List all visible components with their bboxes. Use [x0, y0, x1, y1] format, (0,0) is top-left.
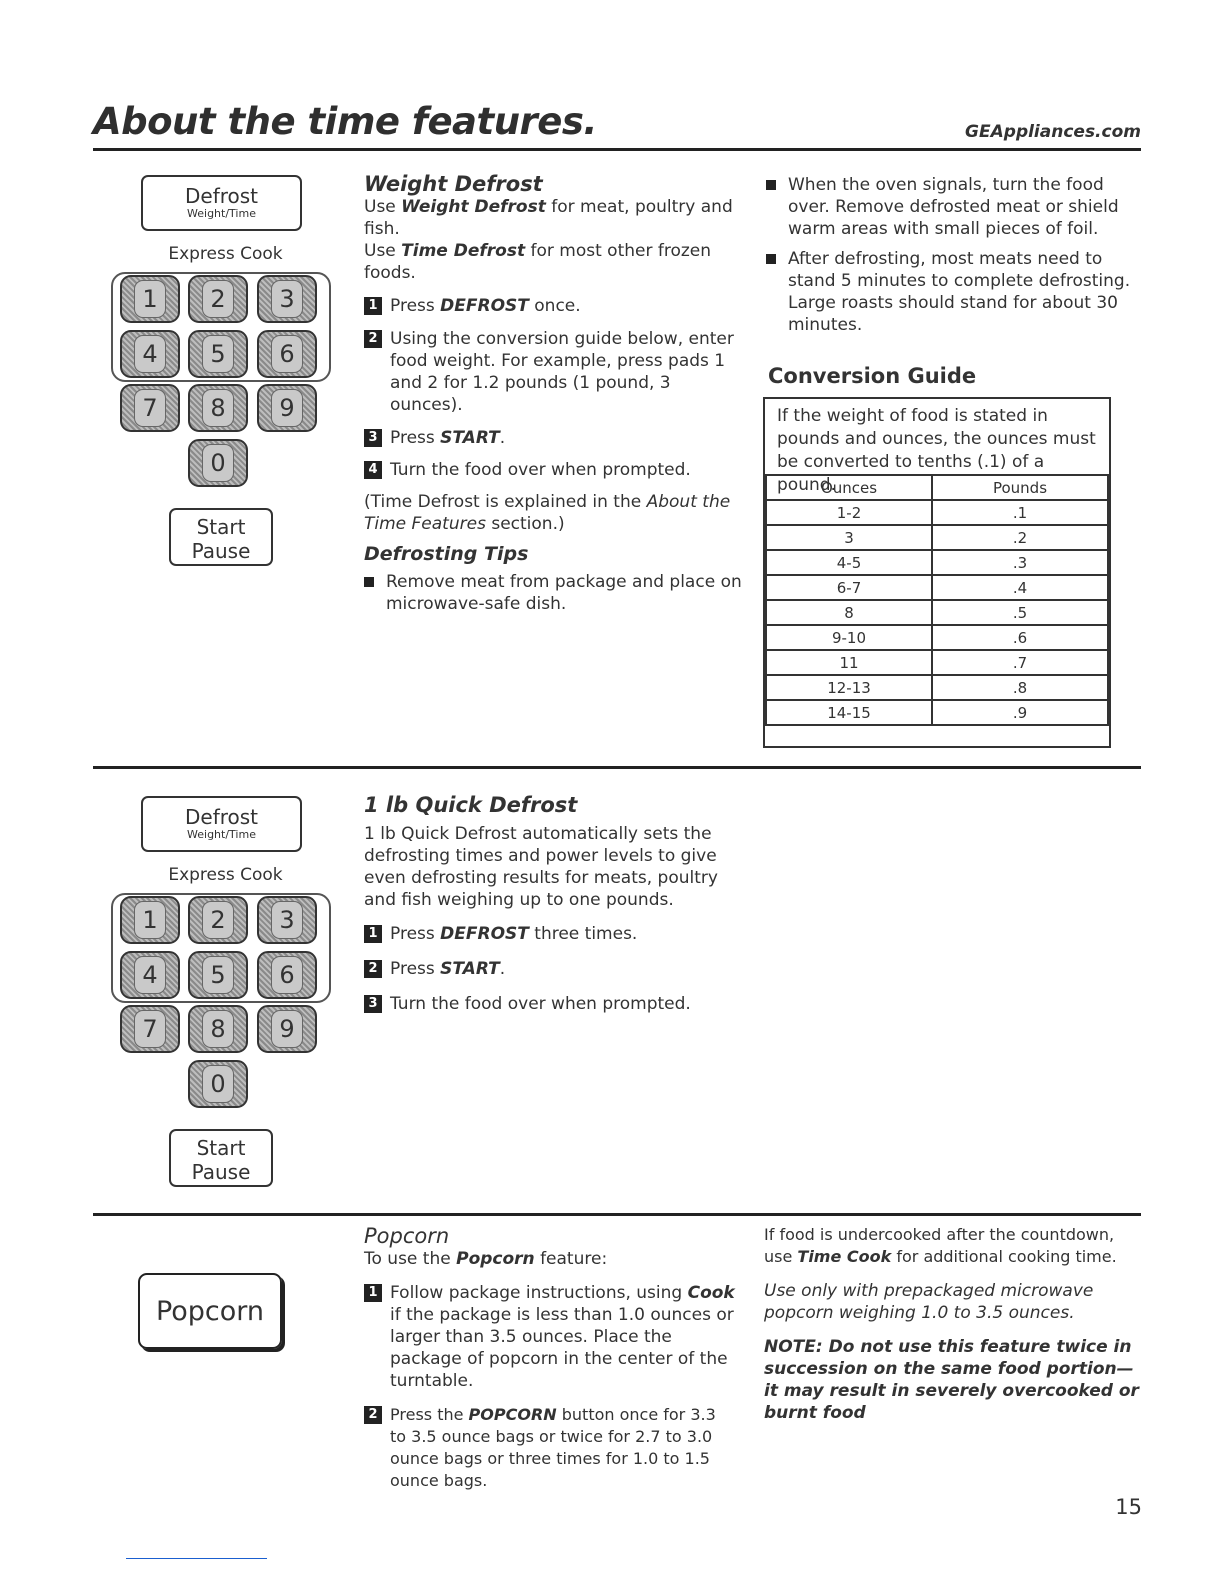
keypad-2[interactable] — [188, 275, 248, 323]
key-label: 0 — [202, 1065, 234, 1103]
prepackaged-note: Use only with prepackaged microwave popcorn weighing 1.0 to 3.5 ounces. — [764, 1281, 1094, 1323]
conversion-guide-box — [763, 397, 1111, 748]
step-number: 2 — [364, 330, 382, 348]
defrost-sublabel: Weight/Time — [187, 828, 256, 841]
website-label: GEAppliances.com — [965, 122, 1141, 142]
express-cook-label: Express Cook — [168, 244, 283, 264]
start-label: Start — [196, 1136, 246, 1160]
key-label: 0 — [202, 444, 234, 482]
pause-label: Pause — [191, 539, 251, 563]
defrosting-tip-2: When the oven signals, turn the food over. Remove defrosted meat or shield warm areas with small pieces of foil. — [766, 174, 1144, 240]
popcorn-label: Popcorn — [155, 1295, 265, 1327]
keypad-4[interactable] — [120, 330, 180, 378]
step-number: 3 — [364, 995, 382, 1013]
table-row: 12-13 .8 — [766, 675, 1108, 700]
quick-defrost-step-1: 1 Press DEFROST three times. — [364, 923, 724, 945]
defrost-button[interactable] — [141, 796, 302, 852]
conversion-guide-title: Conversion Guide — [768, 364, 977, 388]
section-divider — [93, 1213, 1141, 1216]
quick-defrost-intro: 1 lb Quick Defrost automatically sets the defrosting times and power levels to give even defrosting results for meats, poultry and fish weighing up to one pounds. — [364, 824, 718, 910]
key-label: 5 — [202, 335, 234, 373]
defrost-tips-column — [766, 174, 1144, 336]
column-header-ounces: Ounces — [766, 475, 932, 500]
key-label: 4 — [134, 956, 166, 994]
weight-defrost-intro-2: Use Time Defrost for most other frozen foods. — [364, 241, 712, 283]
defrost-label: Defrost — [184, 805, 259, 829]
table-row: 4-5 .3 — [766, 550, 1108, 575]
keypad-4[interactable] — [120, 951, 180, 999]
key-label: 3 — [271, 901, 303, 939]
warning-note: NOTE: Do not use this feature twice in succession on the same food portion—it may result in severely overcooked or burnt food — [764, 1337, 1139, 1423]
keypad-8[interactable] — [188, 1005, 248, 1053]
weight-defrost-step-2: 2 Using the conversion guide below, enter food weight. For example, press pads 1 and 2 for 1.2 pounds (1 pound, 3 ounces). — [364, 328, 744, 416]
keypad-5[interactable] — [188, 330, 248, 378]
keypad-0[interactable] — [188, 1060, 248, 1108]
key-label: 3 — [271, 280, 303, 318]
key-label: 6 — [271, 335, 303, 373]
key-label: 8 — [202, 389, 234, 427]
start-pause-button[interactable] — [169, 1129, 273, 1187]
keypad-1[interactable] — [120, 275, 180, 323]
bullet-icon — [364, 577, 374, 587]
weight-defrost-step-1: 1 Press DEFROST once. — [364, 295, 744, 317]
conversion-table — [765, 474, 1109, 726]
defrost-sublabel: Weight/Time — [187, 207, 256, 220]
bullet-icon — [766, 254, 776, 264]
defrosting-tip-3: After defrosting, most meats need to stand 5 minutes to complete defrosting. Large roasts should stand for about 30 minutes. — [766, 248, 1144, 336]
keypad-9[interactable] — [257, 1005, 317, 1053]
keypad-5[interactable] — [188, 951, 248, 999]
key-label: 8 — [202, 1010, 234, 1048]
pause-label: Pause — [191, 1160, 251, 1184]
keypad-3[interactable] — [257, 275, 317, 323]
weight-defrost-step-3: 3 Press START. — [364, 427, 744, 449]
table-row: 3 .2 — [766, 525, 1108, 550]
column-header-pounds: Pounds — [932, 475, 1108, 500]
defrost-label: Defrost — [184, 184, 259, 208]
bullet-icon — [766, 180, 776, 190]
step-number: 1 — [364, 1284, 382, 1302]
start-pause-button[interactable] — [169, 508, 273, 566]
page-title: About the time features. — [93, 100, 597, 143]
popcorn-notes-column — [764, 1224, 1144, 1424]
keypad-3[interactable] — [257, 896, 317, 944]
table-row: 6-7 .4 — [766, 575, 1108, 600]
defrosting-tips-title: Defrosting Tips — [364, 543, 529, 565]
popcorn-button[interactable] — [138, 1273, 282, 1349]
popcorn-step-1: 1 Follow package instructions, using Cook if the package is less than 1.0 ounces or larger than 3.5 ounces. Place the package of popcorn in the center of the turntable. — [364, 1282, 736, 1392]
popcorn-intro: To use the Popcorn feature: — [364, 1249, 608, 1269]
weight-defrost-title: Weight Defrost — [364, 172, 543, 196]
keypad-8[interactable] — [188, 384, 248, 432]
keypad-1[interactable] — [120, 896, 180, 944]
keypad-0[interactable] — [188, 439, 248, 487]
footer-link-underline — [126, 1558, 267, 1559]
step-number: 3 — [364, 429, 382, 447]
table-row: 11 .7 — [766, 650, 1108, 675]
quick-defrost-step-3: 3 Turn the food over when prompted. — [364, 993, 724, 1015]
step-number: 1 — [364, 297, 382, 315]
key-label: 4 — [134, 335, 166, 373]
key-label: 7 — [134, 389, 166, 427]
key-label: 5 — [202, 956, 234, 994]
keypad-6[interactable] — [257, 330, 317, 378]
header-rule — [93, 148, 1141, 151]
key-label: 9 — [271, 1010, 303, 1048]
key-label: 2 — [202, 280, 234, 318]
table-row: 1-2 .1 — [766, 500, 1108, 525]
quick-defrost-step-2: 2 Press START. — [364, 958, 724, 980]
quick-defrost-title: 1 lb Quick Defrost — [364, 793, 578, 817]
weight-defrost-intro-1: Use Weight Defrost for meat, poultry and fish. — [364, 197, 733, 239]
time-defrost-note: (Time Defrost is explained in the About the Time Features section.) — [364, 492, 731, 534]
step-number: 2 — [364, 1406, 382, 1424]
key-label: 1 — [134, 280, 166, 318]
popcorn-title: Popcorn — [364, 1224, 450, 1248]
key-label: 6 — [271, 956, 303, 994]
popcorn-column — [364, 1224, 736, 1492]
step-number: 1 — [364, 925, 382, 943]
start-label: Start — [196, 515, 246, 539]
keypad-7[interactable] — [120, 384, 180, 432]
defrost-button[interactable] — [141, 175, 302, 231]
quick-defrost-column — [364, 793, 724, 1015]
keypad-9[interactable] — [257, 384, 317, 432]
keypad-2[interactable] — [188, 896, 248, 944]
table-row: 8 .5 — [766, 600, 1108, 625]
keypad-7[interactable] — [120, 1005, 180, 1053]
conversion-guide-intro: If the weight of food is stated in pounds and ounces, the ounces must be converted to tenths (.1) of a pound. — [777, 406, 1096, 495]
undercooked-note: If food is undercooked after the countdown, use Time Cook for additional cooking time. — [764, 1225, 1117, 1266]
weight-defrost-column — [364, 172, 744, 615]
key-label: 2 — [202, 901, 234, 939]
popcorn-step-2: 2 Press the POPCORN button once for 3.3 to 3.5 ounce bags or twice for 2.7 to 3.0 ounce bags or three times for 1.0 to 1.5 ounce bags. — [364, 1404, 736, 1492]
section-divider — [93, 766, 1141, 769]
step-number: 2 — [364, 960, 382, 978]
key-label: 1 — [134, 901, 166, 939]
page-number: 15 — [1115, 1495, 1142, 1519]
express-cook-label: Express Cook — [168, 865, 283, 885]
table-row: 14-15 .9 — [766, 700, 1108, 725]
defrosting-tip-1: Remove meat from package and place on microwave-safe dish. — [364, 571, 744, 615]
weight-defrost-step-4: 4 Turn the food over when prompted. — [364, 459, 744, 481]
key-label: 7 — [134, 1010, 166, 1048]
key-label: 9 — [271, 389, 303, 427]
step-number: 4 — [364, 461, 382, 479]
table-row: 9-10 .6 — [766, 625, 1108, 650]
keypad-6[interactable] — [257, 951, 317, 999]
